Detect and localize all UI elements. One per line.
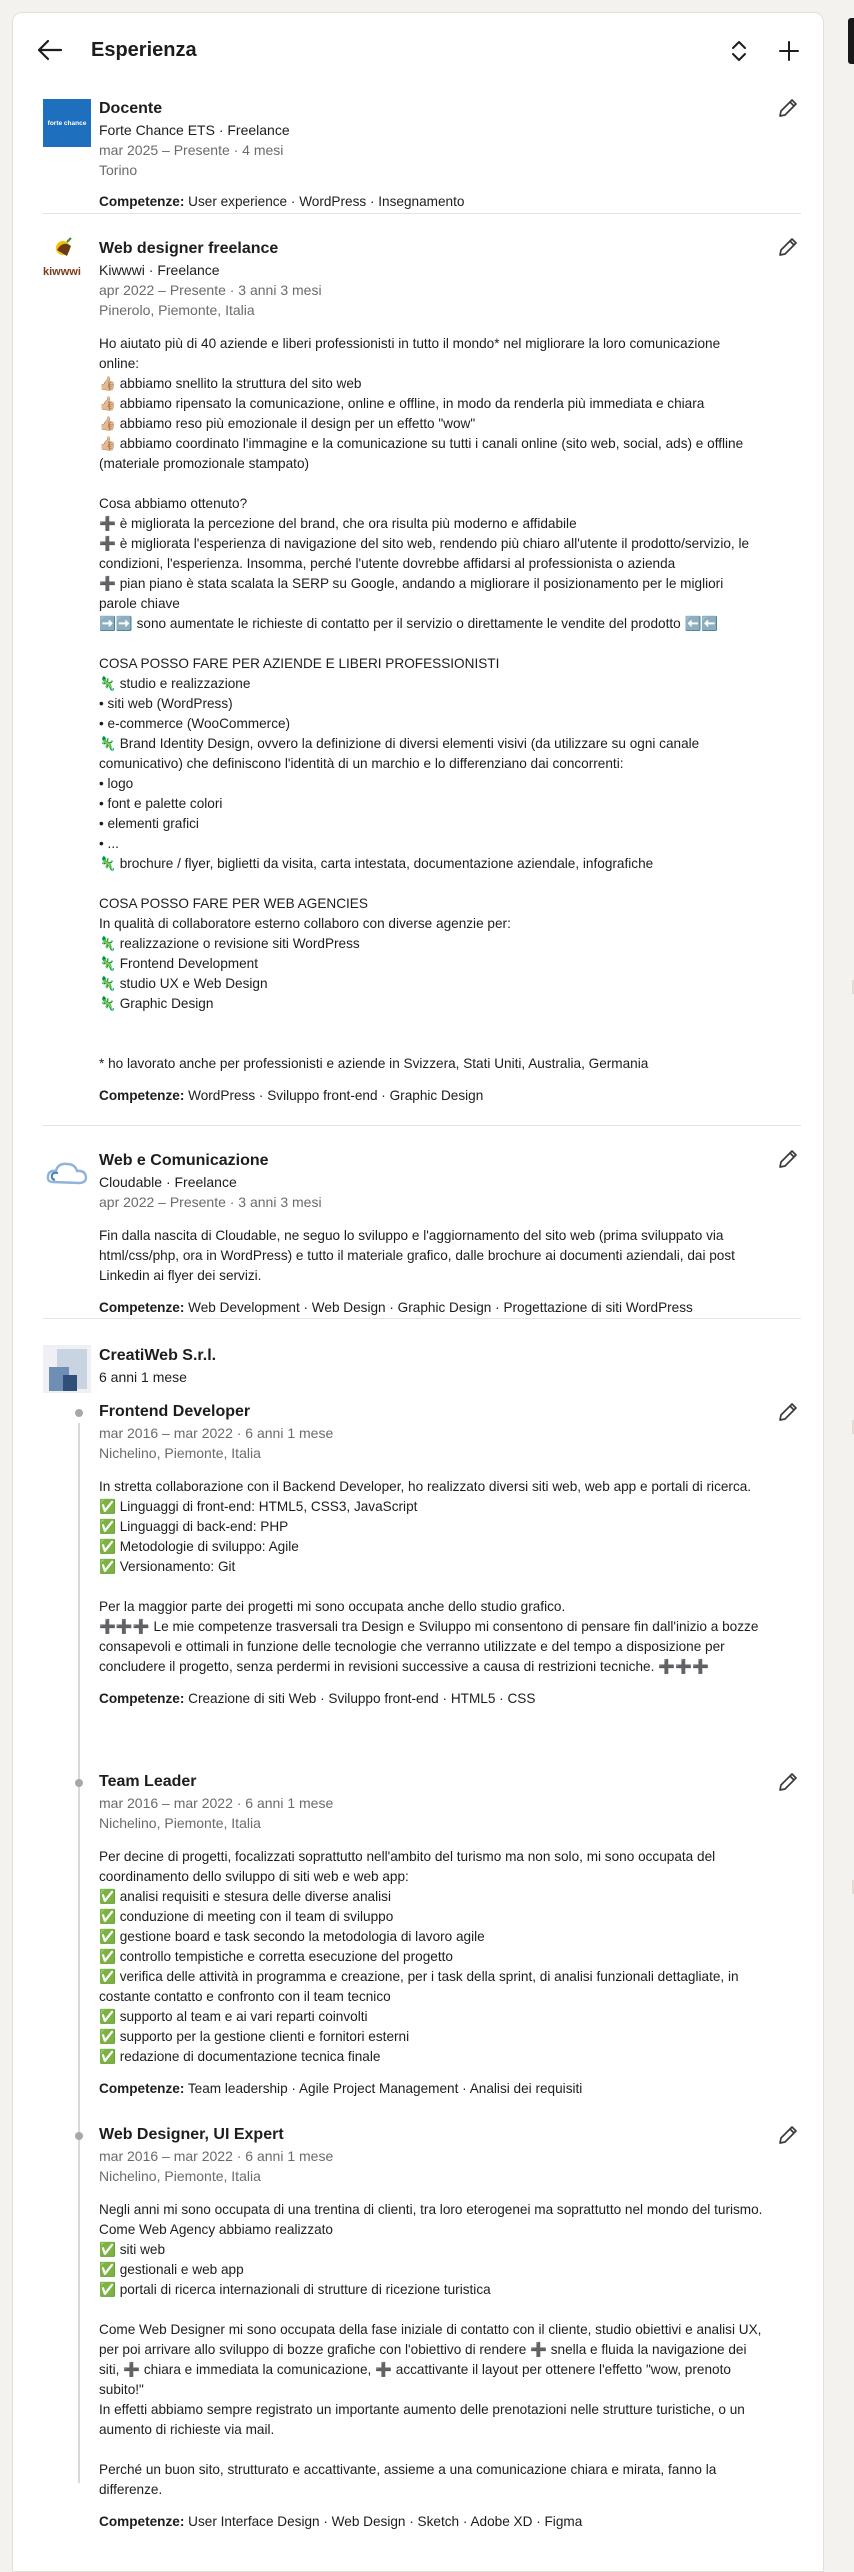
skills-label: Competenze:: [99, 194, 185, 209]
divider: [43, 1318, 801, 1319]
job-description: Per decine di progetti, focalizzati soprattutto nell'ambito del turismo ma non solo, mi sono occupata del coordinamento dello sviluppo di siti web e web app: ✅ analisi requisiti e stesura delle diverse analisi ✅ conduzione di meeting con il team di sviluppo ✅ gestione board e task secondo la metodologia di lavoro agile ✅ controllo tempistiche e corretta esecuzione del progetto ✅ verifica delle attività in programma e creazione, per i task della sprint, di analisi funzionali dettagliate, in costante contatto e confronto con il team tecnico ✅ supporto al team e ai vari reparti coinvolti ✅ supporto per la gestione clienti e fornitori esterni ✅ redazione di documentazione tecnica finale: [99, 1849, 739, 2064]
divider: [43, 213, 801, 214]
timeline-dot: [75, 1409, 83, 1417]
experience-header: [13, 13, 823, 85]
skills-line: [99, 192, 763, 212]
edit-pencil-icon[interactable]: [775, 1399, 801, 1425]
job-title[interactable]: Web designer freelance: [99, 240, 279, 257]
group-company-name[interactable]: CreatiWeb S.r.l.: [99, 1347, 217, 1364]
timeline-dot: [75, 2132, 83, 2140]
experience-card: [12, 12, 824, 2572]
company-logo-forte-chance[interactable]: forte chance: [43, 99, 91, 147]
job-description: Ho aiutato più di 40 aziende e liberi professionisti in tutto il mondo* nel migliorare la loro comunicazione online: 👍🏼 abbiamo snellito la struttura del sito web 👍🏼 abbiamo ripensato la comunicazione, online e offline, in modo da renderla più immediata e chiara 👍🏼 abbiamo reso più emozionale il design per un effetto "wow" 👍🏼 abbiamo coordinato l'immagine e la comunicazione su tutti i canali online (sito web, social, ads) e offline (materiale promozionale stampato) Cosa abbiamo ottenuto? ➕ è migliorata la percezione del brand, che ora risulta più moderno e affidabile ➕ è migliorata l'esperienza di navigazione del sito web, rendendo più chiaro all'utente il prodotto/servizio, le condizioni, l'esperienza. Insomma, perché l'utente dovrebbe affidarsi al professionista o azienda ➕ pian piano è stata scalata la SERP su Google, andando a migliorare il posizionamento per le migliori parole chiave ➡️➡️ sono aumentate le richieste di contatto per il servizio o direttamente le vendite del prodotto ⬅️⬅️ COSA POSSO FARE PER AZIENDE E LIBERI PROFESSIONISTI 🦎 studio e realizzazione • siti web (WordPress) • e-commerce (WooCommerce) 🦎 Brand Identity Design, ovvero la definizione di diversi elementi visivi (da utilizzare su ogni canale comunicativo) che definiscono l'identità di un marchio e lo differenziano dai concorrenti: • logo • font e palette colori • elementi grafici • ... 🦎 brochure / flyer, biglietti da visita, carta intestata, documentazione aziendale, infografiche COSA POSSO FARE PER WEB AGENCIES In qualità di collaboratore esterno collaboro con diverse agenzie per: 🦎 realizzazione o revisione siti WordPress 🦎 Frontend Development 🦎 studio UX e Web Design 🦎 Graphic Design * ho lavorato anche per professionisti e aziende in Svizzera, Stati Uniti, Australia, Germania: [99, 336, 750, 1071]
timeline-dot: [75, 1779, 83, 1787]
company-logo-cloudable[interactable]: [43, 1152, 91, 1200]
job-dates: mar 2016 – mar 2022 · 6 anni 1 mese: [99, 1425, 334, 1441]
job-dates: mar 2016 – mar 2022 · 6 anni 1 mese: [99, 2148, 334, 2164]
edit-pencil-icon[interactable]: [775, 95, 801, 121]
group-duration: 6 anni 1 mese: [99, 1369, 187, 1385]
job-description: In stretta collaborazione con il Backend Developer, ho realizzato diversi siti web, web app e portali di ricerca. ✅ Linguaggi di front-end: HTML5, CSS3, JavaScript ✅ Linguaggi di back-end: PHP ✅ Metodologie di sviluppo: Agile ✅ Versionamento: Git Per la maggior parte dei progetti mi sono occupata anche dello studio grafico. ➕➕➕ Le mie competenze trasversali tra Design e Sviluppo mi consentono di pensare fin dall'inizio a bozze consapevoli e ottimali in funzione delle tecnologie che verranno utilizzate e del tempo a disposizione per concludere il progetto, senza perdermi in revisioni successive a causa di restrizioni tecniche. ➕➕➕: [99, 1479, 759, 1674]
group-role: [13, 1391, 823, 1709]
job-description: Negli anni mi sono occupata di una trentina di clienti, tra loro eterogenei ma soprattutto nel mondo del turismo. Come Web Agency abbiamo realizzato ✅ siti web ✅ gestionali e web app ✅ portali di ricerca internazionali di strutture di ricezione turistica Come Web Designer mi sono occupata della fase iniziale di contatto con il cliente, studio obiettivi e analisi UX, per poi arrivare allo sviluppo di bozze grafiche con l'obiettivo di rendere ➕ snella e fluida la navigazione dei siti, ➕ chiara e immediata la comunicazione, ➕ accattivante il layout per ottenere l'effetto "wow, prenoto subito!" In effetti abbiamo sempre registrato un importante aumento delle prenotazioni nelle strutture turistiche, o un aumento di richieste via mail. Perché un buon sito, strutturato e accattivante, assieme a una comunicazione chiara e mirata, fanno la differenze.: [99, 2202, 763, 2497]
reorder-icon[interactable]: [725, 37, 753, 65]
skills-label: Competenze:: [99, 1088, 185, 1103]
experience-entry: [13, 1138, 823, 1318]
job-dates: apr 2022 – Presente · 3 anni 3 mesi: [99, 1194, 322, 1210]
back-arrow-icon[interactable]: [37, 39, 63, 61]
kiwwwi-logo-text: kiwwwi: [43, 266, 81, 278]
job-dates: apr 2022 – Presente · 3 anni 3 mesi: [99, 282, 322, 298]
job-location: Nichelino, Piemonte, Italia: [99, 2168, 261, 2184]
group-role: [13, 1761, 823, 2099]
job-title[interactable]: Docente: [99, 100, 163, 117]
skills-list: Web Development · Web Design · Graphic Design · Progettazione di siti WordPress: [188, 1300, 693, 1315]
skills-label: Competenze:: [99, 2081, 185, 2096]
skills-list: User Interface Design · Web Design · Sketch · Adobe XD · Figma: [188, 2514, 583, 2529]
divider: [43, 1125, 801, 1126]
page-title: Esperienza: [91, 39, 197, 61]
company-name: Forte Chance ETS · Freelance: [99, 122, 290, 138]
job-location: Nichelino, Piemonte, Italia: [99, 1815, 261, 1831]
skills-label: Competenze:: [99, 2514, 185, 2529]
job-location: Nichelino, Piemonte, Italia: [99, 1445, 261, 1461]
job-title[interactable]: Frontend Developer: [99, 1403, 251, 1420]
add-icon[interactable]: [775, 37, 803, 65]
job-location: Pinerolo, Piemonte, Italia: [99, 302, 255, 318]
experience-entry: [13, 87, 823, 212]
company-logo-creatiweb[interactable]: [43, 1345, 91, 1393]
experience-entry: [13, 226, 823, 1106]
edit-pencil-icon[interactable]: [775, 2122, 801, 2148]
company-group: [13, 1331, 823, 1387]
skills-label: Competenze:: [99, 1300, 185, 1315]
job-title[interactable]: Web e Comunicazione: [99, 1152, 269, 1169]
skills-line: [99, 1298, 763, 1318]
skills-line: [99, 1689, 763, 1709]
skills-line: [99, 1086, 763, 1106]
job-dates: mar 2025 – Presente · 4 mesi: [99, 142, 284, 158]
edit-pencil-icon[interactable]: [775, 1769, 801, 1795]
skills-line: [99, 2512, 763, 2532]
job-title[interactable]: Team Leader: [99, 1773, 197, 1790]
company-name: Cloudable · Freelance: [99, 1174, 237, 1190]
skills-list: WordPress · Sviluppo front-end · Graphic Design: [188, 1088, 484, 1103]
skills-list: Team leadership · Agile Project Management · Analisi dei requisiti: [187, 2081, 583, 2096]
skills-label: Competenze:: [99, 1691, 185, 1706]
right-edge-bar: [848, 18, 854, 64]
job-title[interactable]: Web Designer, UI Expert: [99, 2126, 284, 2143]
job-dates: mar 2016 – mar 2022 · 6 anni 1 mese: [99, 1795, 334, 1811]
skills-list: Creazione di siti Web · Sviluppo front-end · HTML5 · CSS: [188, 1691, 536, 1706]
skills-list: User experience · WordPress · Insegnamento: [188, 194, 465, 209]
skills-line: [99, 2079, 763, 2099]
edit-pencil-icon[interactable]: [775, 234, 801, 260]
company-logo-kiwwwi[interactable]: [43, 236, 91, 284]
edit-pencil-icon[interactable]: [775, 1146, 801, 1172]
job-location: Torino: [99, 162, 138, 178]
company-name: Kiwwwi · Freelance: [99, 262, 220, 278]
group-role: [13, 2114, 823, 2532]
job-description: Fin dalla nascita di Cloudable, ne seguo lo sviluppo e l'aggiornamento del sito web (prima sviluppato via html/css/php, ora in WordPress) e tutto il materiale grafico, dalle brochure ai documenti aziendali, dai post Linkedin ai flyer dei servizi.: [99, 1228, 735, 1283]
